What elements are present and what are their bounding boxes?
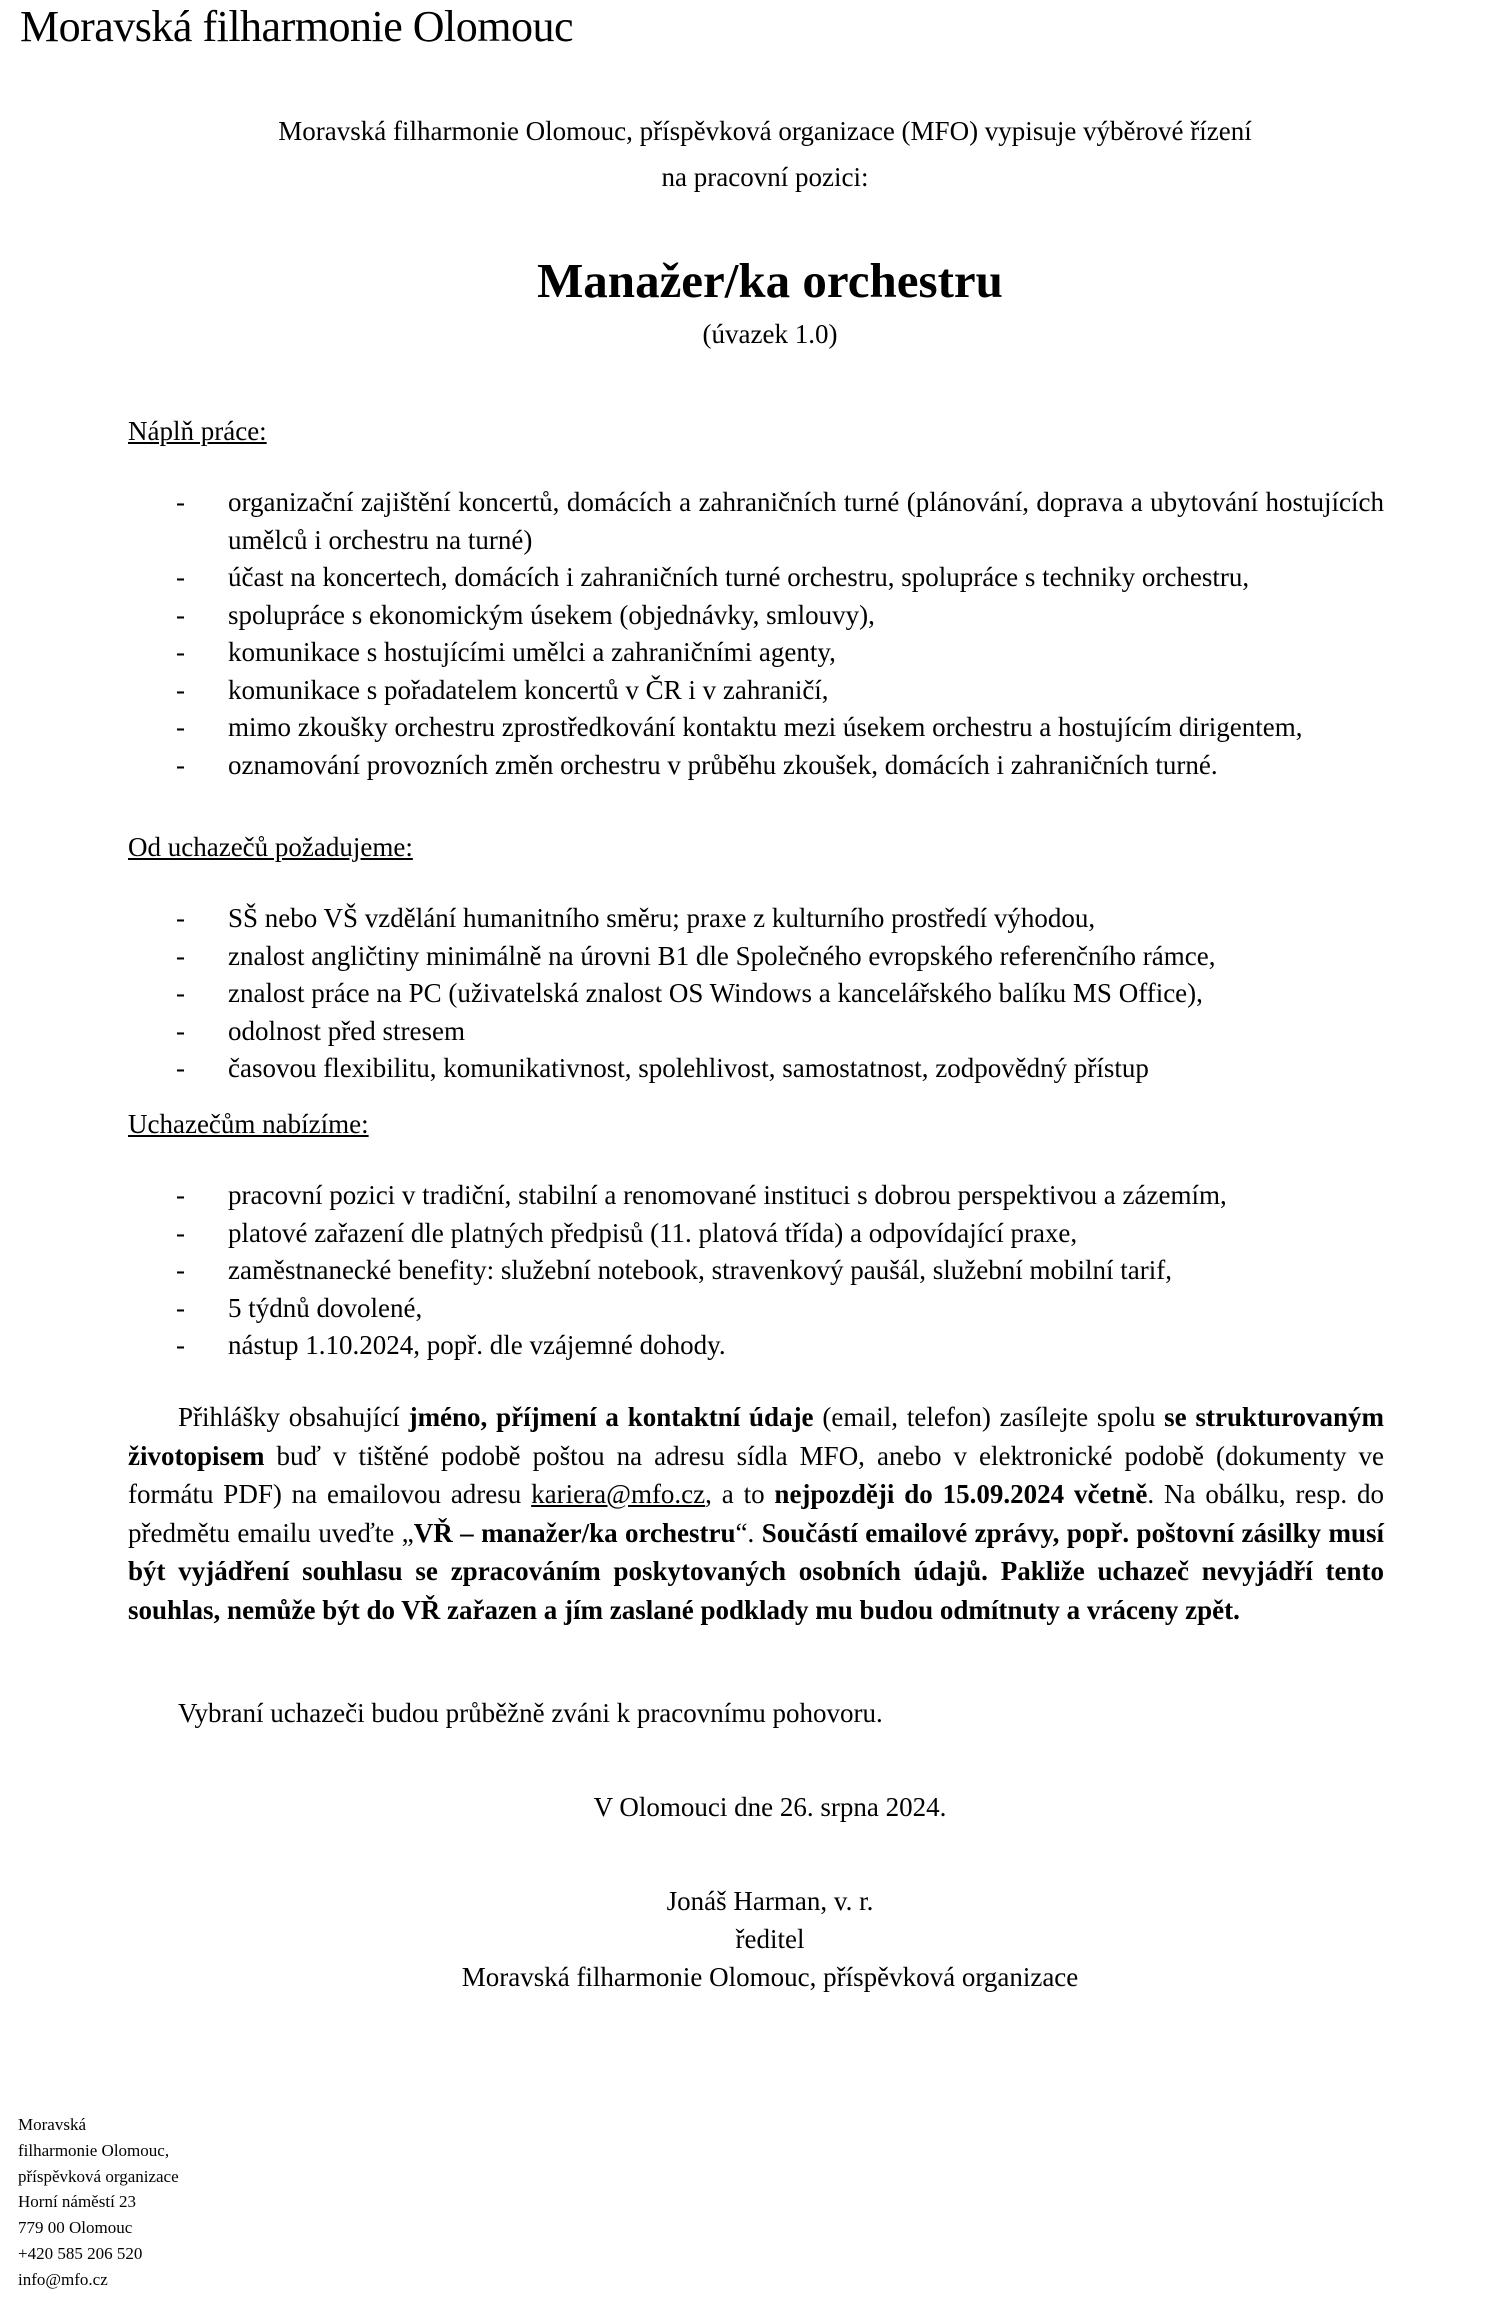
section-heading-offer: Uchazečům nabízíme: <box>128 1109 369 1139</box>
signatory-role: ředitel <box>735 1924 805 1954</box>
bullet-dash: - <box>176 978 185 1008</box>
list-item: - znalost angličtiny minimálně na úrovni B1 dle Společného evropského referenčního rámce, <box>128 938 1384 976</box>
offer-list <box>128 1177 1384 1365</box>
position-title: Manažer/ka orchestru <box>537 253 1003 308</box>
bullet-dash: - <box>176 749 185 780</box>
footer-line: Moravská <box>18 2115 86 2134</box>
list-item: - komunikace s pořadatelem koncertů v ČR i v zahraničí, <box>128 672 1384 710</box>
footer-email[interactable]: info@mfo.cz <box>18 2269 108 2289</box>
organization-logo: Moravská filharmonie Olomouc <box>20 2 573 51</box>
footer-phone: +420 585 206 520 <box>18 2243 143 2263</box>
bullet-dash: - <box>176 637 185 667</box>
list-item: - časovou flexibilitu, komunikativnost, spolehlivost, samostatnost, zodpovědný přístup <box>128 1050 1384 1088</box>
section-requirements <box>128 827 1384 1088</box>
list-item: - odolnost před stresem <box>128 1013 1384 1051</box>
bullet-dash: - <box>176 1292 185 1323</box>
bullet-dash: - <box>176 712 185 742</box>
list-item: - účast na koncertech, domácích i zahraničních turné orchestru, spolupráce s techniky orchestru, <box>128 559 1384 597</box>
list-item: - spolupráce s ekonomickým úsekem (objednávky, smlouvy), <box>128 597 1384 635</box>
bullet-dash: - <box>176 1180 185 1210</box>
list-item: - platové zařazení dle platných předpisů (11. platová třída) a odpovídající praxe, <box>128 1215 1384 1253</box>
career-email-link[interactable]: kariera@mfo.cz <box>531 1479 706 1509</box>
bullet-dash: - <box>176 903 185 933</box>
footer-line: filharmonie Olomouc, <box>18 2140 170 2160</box>
list-item: - SŠ nebo VŠ vzdělání humanitního směru; praxe z kulturního prostředí výhodou, <box>128 900 1384 938</box>
list-item: - oznamování provozních změn orchestru v průběhu zkoušek, domácích i zahraničních turné. <box>128 747 1384 785</box>
required-fields: jméno, příjmení a kontaktní údaje <box>408 1402 814 1432</box>
bullet-dash: - <box>176 940 185 971</box>
bullet-dash: - <box>176 1015 185 1046</box>
bullet-dash: - <box>176 1330 185 1360</box>
application-paragraph: Přihlášky obsahující jméno, příjmení a kontaktní údaje (email, telefon) zasílejte spolu se strukturovaným životopisem buď v tištěné podobě poštou na adresu sídla MFO, anebo v elektronické podobě (dokumenty ve formátu PDF) na emailovou adresu kariera@mfo.cz, a to nejpozději do 15.09.2024 včetně. Na obálku, resp. do předmětu emailu uveďte „VŘ – manažer/ka orchestru“. Součástí emailové zprávy, popř. poštovní zásilky musí být vyjádření souhlasu se zpracováním poskytovaných osobních údajů. Pakliže uchazeč nevyjádří tento souhlas, nemůže být do VŘ zařazen a jím zaslané podklady mu budou odmítnuty a vráceny zpět. <box>128 1402 1385 1625</box>
workload: (úvazek 1.0) <box>702 319 838 349</box>
section-duties <box>128 411 1384 784</box>
email-subject: VŘ – manažer/ka orchestru <box>413 1517 736 1548</box>
signatory-name: Jonáš Harman, v. r. <box>666 1886 874 1916</box>
intro-line-1: Moravská filharmonie Olomouc, příspěvková organizace (MFO) vypisuje výběrové řízení <box>278 116 1252 146</box>
cv-requirement: se strukturovaným životopisem <box>128 1402 1384 1471</box>
bullet-dash: - <box>176 562 185 592</box>
footer-address <box>18 2112 179 2293</box>
list-item: - nástup 1.10.2024, popř. dle vzájemné dohody. <box>128 1327 1384 1365</box>
deadline: nejpozději do 15.09.2024 včetně <box>774 1479 1148 1509</box>
list-item: - komunikace s hostujícími umělci a zahraničními agenty, <box>128 634 1384 672</box>
footer-street: Horní náměstí 23 <box>18 2192 137 2212</box>
consent-notice: Součástí emailové zprávy, popř. poštovní zásilky musí být vyjádření souhlasu se zpracováním poskytovaných osobních údajů. Pakliže uchazeč nevyjádří tento souhlas, nemůže být do VŘ zařazen a jím zaslané podklady mu budou odmítnuty a vráceny zpět. <box>128 1517 1385 1625</box>
place-date: V Olomouci dne 26. srpna 2024. <box>593 1792 947 1822</box>
section-offer <box>128 1104 1384 1365</box>
section-heading-requirements: Od uchazečů požadujeme: <box>128 832 413 862</box>
bullet-dash: - <box>176 674 185 705</box>
footer-city: 779 00 Olomouc <box>18 2218 133 2238</box>
list-item: - zaměstnanecké benefity: služební notebook, stravenkový paušál, služební mobilní tarif, <box>128 1252 1384 1290</box>
duties-list <box>128 484 1384 784</box>
footer-line: příspěvková organizace <box>18 2166 179 2186</box>
bullet-dash: - <box>176 1255 185 1285</box>
list-item: - organizační zajištění koncertů, domácích a zahraničních turné (plánování, doprava a ubytování hostujících umělců i orchestru na turné) <box>128 484 1384 559</box>
bullet-dash: - <box>176 599 185 630</box>
list-item: - mimo zkoušky orchestru zprostředkování kontaktu mezi úsekem orchestru a hostujícím dirigentem, <box>128 709 1384 747</box>
intro-text <box>140 108 1390 200</box>
section-heading-duties: Náplň práce: <box>128 416 267 446</box>
requirements-list <box>128 900 1384 1088</box>
interview-note: Vybraní uchazeči budou průběžně zváni k pracovnímu pohovoru. <box>178 1698 883 1728</box>
bullet-dash: - <box>176 487 185 517</box>
list-item: - pracovní pozici v tradiční, stabilní a renomované instituci s dobrou perspektivou a zázemím, <box>128 1177 1384 1215</box>
intro-line-2: na pracovní pozici: <box>661 162 869 192</box>
bullet-dash: - <box>176 1053 185 1083</box>
application-instructions <box>128 1398 1384 1629</box>
list-item: - znalost práce na PC (uživatelská znalost OS Windows a kancelářského balíku MS Office), <box>128 975 1384 1013</box>
signatory-organization: Moravská filharmonie Olomouc, příspěvková organizace <box>461 1962 1079 1992</box>
bullet-dash: - <box>176 1217 185 1248</box>
list-item: - 5 týdnů dovolené, <box>128 1290 1384 1328</box>
